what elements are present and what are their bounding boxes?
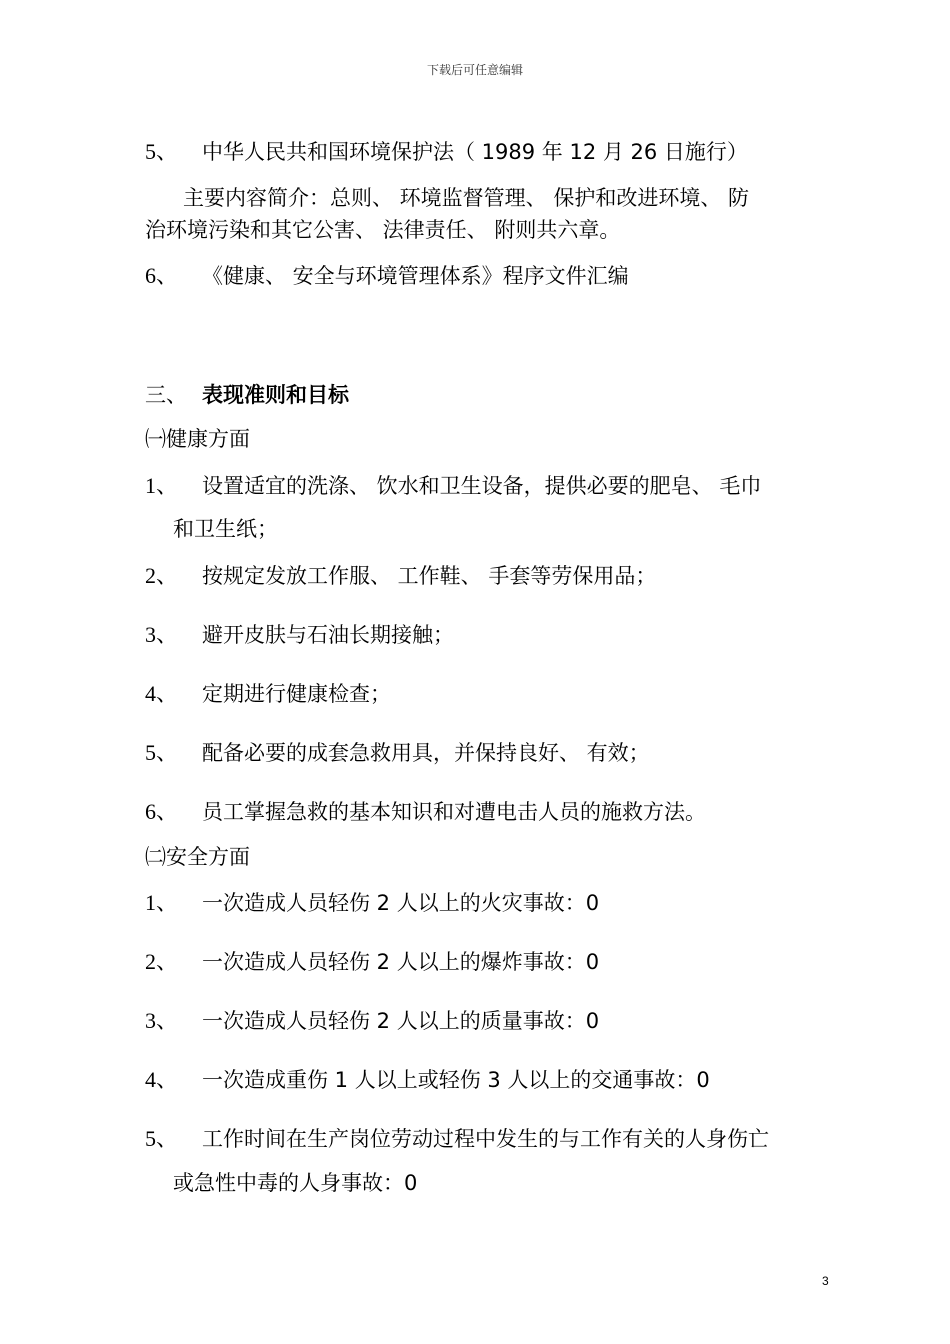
item-text: 一次造成人员轻伤 2 人以上的爆炸事故：0 [202, 950, 600, 974]
item-number: 2、 [145, 563, 179, 588]
item-text: 一次造成人员轻伤 2 人以上的火灾事故：0 [202, 891, 600, 915]
item-number: 6、 [145, 799, 179, 824]
item-number: 3、 [145, 622, 179, 647]
item-text: 配备必要的成套急救用具，并保持良好、 有效； [202, 741, 650, 765]
item-number: 5、 [145, 740, 179, 765]
item-text: 一次造成人员轻伤 2 人以上的质量事故：0 [202, 1009, 600, 1033]
item-text: 避开皮肤与石油长期接触； [202, 623, 454, 647]
item-number: 4、 [145, 681, 179, 706]
item-text: 按规定发放工作服、 工作鞋、 手套等劳保用品； [202, 564, 657, 588]
item-text: 中华人民共和国环境保护法（ 1989 年 12 月 26 日施行） [202, 140, 748, 164]
subsection-title: ㈠健康方面 [145, 427, 250, 451]
item-number: 4、 [145, 1067, 179, 1092]
section-title: 表现准则和目标 [202, 383, 349, 407]
page-header: 下载后可任意编辑 [426, 63, 523, 77]
item-text: 或急性中毒的人身事故：0 [173, 1171, 418, 1195]
item-text: 工作时间在生产岗位劳动过程中发生的与工作有关的人身伤亡 [202, 1127, 769, 1151]
section-number: 三、 [145, 383, 187, 407]
subsection-title: ㈡安全方面 [145, 845, 250, 869]
item-text: 一次造成重伤 1 人以上或轻伤 3 人以上的交通事故：0 [202, 1068, 710, 1092]
item-number: 5、 [145, 139, 179, 164]
item-text: 定期进行健康检查； [202, 682, 391, 706]
item-number: 5、 [145, 1126, 179, 1151]
item-text: 主要内容简介：总则、 环境监督管理、 保护和改进环境、 防 [183, 186, 750, 210]
item-number: 6、 [145, 263, 179, 288]
item-text: 设置适宜的洗涤、 饮水和卫生设备，提供必要的肥皂、 毛巾 [202, 474, 762, 498]
item-text: 和卫生纸； [173, 517, 278, 541]
page-number: 3 [822, 1274, 829, 1288]
item-number: 1、 [145, 890, 179, 915]
item-number: 3、 [145, 1008, 179, 1033]
item-text: 员工掌握急救的基本知识和对遭电击人员的施救方法。 [202, 800, 706, 824]
item-text: 治环境污染和其它公害、 法律责任、 附则共六章。 [145, 218, 621, 242]
item-number: 1、 [145, 473, 179, 498]
item-number: 2、 [145, 949, 179, 974]
item-text: 《健康、 安全与环境管理体系》程序文件汇编 [202, 264, 629, 288]
